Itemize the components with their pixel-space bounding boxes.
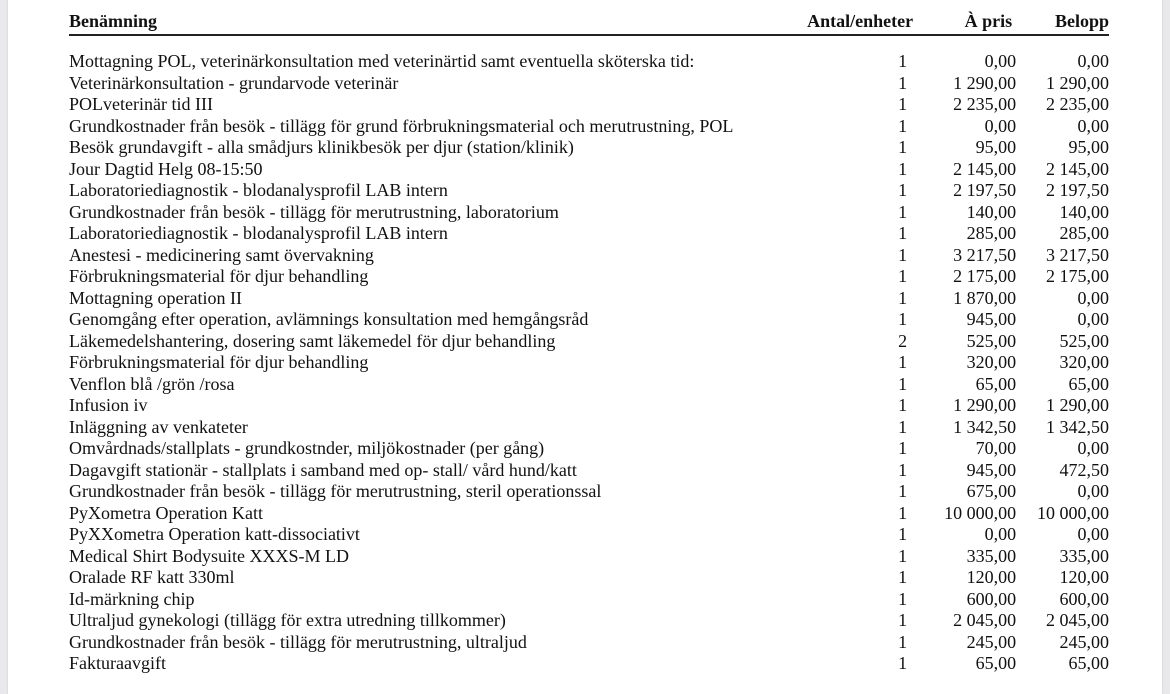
line-item-qty: 1	[898, 266, 908, 286]
table-row	[69, 116, 1109, 138]
line-item-price: 10 000,00	[944, 502, 1017, 523]
line-item-amount: 0,00	[1077, 51, 1109, 71]
line-item-qty: 1	[898, 653, 908, 673]
table-row	[69, 266, 1109, 288]
table-row	[69, 223, 1109, 245]
line-item-name: Grundkostnader från besök - tillägg för grund förbrukningsmaterial och merutrustning, POL	[69, 115, 734, 136]
line-item-qty: 1	[898, 51, 908, 71]
line-item-qty: 1	[898, 287, 908, 308]
line-item-amount: 0,00	[1077, 524, 1109, 544]
line-item-qty: 1	[898, 631, 908, 652]
line-item-amount: 320,00	[1059, 352, 1109, 372]
line-item-price: 0,00	[984, 51, 1017, 71]
table-row	[69, 159, 1109, 181]
line-item-price: 2 235,00	[953, 94, 1017, 114]
line-item-amount: 0,00	[1077, 287, 1109, 308]
line-item-amount: 1 342,50	[1046, 416, 1109, 437]
line-item-name: Venflon blå /grön /rosa	[69, 373, 235, 394]
line-item-qty: 1	[898, 524, 908, 544]
line-item-amount: 2 197,50	[1046, 180, 1109, 200]
line-item-name: Mottagning POL, veterinärkonsultation med veterinärtid samt eventuella sköterska tid:	[69, 51, 695, 71]
header-name: Benämning	[69, 8, 806, 35]
line-item-qty: 1	[898, 352, 908, 372]
table-row	[69, 460, 1109, 482]
line-item-name: Veterinärkonsultation - grundarvode veterinär	[69, 72, 399, 93]
table-row	[69, 352, 1109, 374]
line-item-price: 1 870,00	[953, 287, 1017, 308]
table-row	[69, 610, 1109, 632]
invoice-body	[69, 35, 1109, 675]
line-item-amount: 525,00	[1059, 330, 1109, 351]
line-item-amount: 0,00	[1077, 481, 1109, 501]
line-item-amount: 65,00	[1068, 653, 1109, 673]
line-item-price: 0,00	[984, 524, 1017, 544]
header-spacer	[69, 35, 1109, 51]
table-row	[69, 202, 1109, 224]
table-row	[69, 524, 1109, 546]
invoice-table	[69, 8, 1109, 675]
line-item-amount: 2 175,00	[1046, 266, 1109, 286]
invoice-header	[69, 8, 1109, 35]
line-item-price: 320,00	[966, 352, 1017, 372]
line-item-amount: 0,00	[1077, 115, 1109, 136]
line-item-price: 675,00	[966, 481, 1017, 501]
line-item-qty: 1	[898, 309, 908, 329]
line-item-name: Mottagning operation II	[69, 287, 242, 308]
line-item-qty: 1	[898, 180, 908, 200]
table-row	[69, 589, 1109, 611]
line-item-qty: 1	[898, 416, 908, 437]
line-item-amount: 1 290,00	[1046, 72, 1109, 93]
line-item-price: 245,00	[966, 631, 1017, 652]
line-item-price: 3 217,50	[953, 244, 1017, 265]
line-item-price: 70,00	[975, 438, 1017, 458]
line-item-price: 335,00	[966, 545, 1017, 566]
line-item-price: 1 290,00	[953, 72, 1017, 93]
line-item-amount: 2 045,00	[1046, 610, 1109, 630]
line-item-price: 945,00	[966, 309, 1017, 329]
line-item-price: 2 197,50	[953, 180, 1017, 200]
line-item-qty: 1	[898, 158, 908, 179]
line-item-amount: 285,00	[1059, 223, 1109, 243]
line-item-price: 2 045,00	[953, 610, 1017, 630]
table-row	[69, 567, 1109, 589]
header-amount: Belopp	[1018, 8, 1109, 35]
line-item-name: PyXXometra Operation katt-dissociativt	[69, 524, 360, 544]
table-row	[69, 632, 1109, 654]
line-item-amount: 95,00	[1068, 137, 1109, 157]
line-item-name: Medical Shirt Bodysuite XXXS-M LD	[69, 545, 349, 566]
line-item-name: Förbrukningsmaterial för djur behandling	[69, 352, 369, 372]
line-item-qty: 1	[898, 567, 908, 587]
line-item-qty: 1	[898, 72, 908, 93]
line-item-qty: 1	[898, 502, 908, 523]
table-row	[69, 438, 1109, 460]
line-item-price: 65,00	[975, 653, 1017, 673]
line-item-qty: 1	[898, 481, 908, 501]
line-item-name: Grundkostnader från besök - tillägg för merutrustning, steril operationssal	[69, 481, 602, 501]
line-item-price: 285,00	[966, 223, 1017, 243]
line-item-price: 65,00	[975, 373, 1017, 394]
table-row	[69, 288, 1109, 310]
line-item-qty: 1	[898, 94, 908, 114]
line-item-amount: 600,00	[1059, 588, 1109, 609]
line-item-amount: 245,00	[1059, 631, 1109, 652]
line-item-name: PyXometra Operation Katt	[69, 502, 263, 523]
line-item-qty: 1	[898, 223, 908, 243]
line-item-amount: 2 145,00	[1046, 158, 1109, 179]
line-item-qty: 1	[898, 438, 908, 458]
table-row	[69, 137, 1109, 159]
line-item-price: 1 342,50	[953, 416, 1017, 437]
line-item-qty: 1	[898, 459, 908, 480]
line-item-price: 140,00	[966, 201, 1017, 222]
line-item-amount: 10 000,00	[1037, 502, 1109, 523]
line-item-qty: 1	[898, 373, 908, 394]
table-row	[69, 546, 1109, 568]
line-item-name: Laboratoriediagnostik - blodanalysprofil LAB intern	[69, 180, 448, 200]
line-item-qty: 1	[898, 201, 908, 222]
line-item-name: Id-märkning chip	[69, 588, 195, 609]
line-item-name: Anestesi - medicinering samt övervakning	[69, 244, 374, 265]
line-item-amount: 65,00	[1068, 373, 1109, 394]
header-price: À pris	[917, 8, 1018, 35]
line-item-qty: 1	[898, 115, 908, 136]
table-row	[69, 503, 1109, 525]
line-item-qty: 1	[898, 244, 908, 265]
line-item-amount: 472,50	[1059, 459, 1109, 480]
line-item-qty: 1	[898, 610, 908, 630]
line-item-name: Grundkostnader från besök - tillägg för merutrustning, ultraljud	[69, 631, 527, 652]
line-item-qty: 1	[898, 545, 908, 566]
table-row	[69, 374, 1109, 396]
line-item-amount: 2 235,00	[1046, 94, 1109, 114]
table-row	[69, 395, 1109, 417]
line-item-price: 2 145,00	[953, 158, 1017, 179]
line-item-qty: 2	[898, 330, 908, 351]
table-row	[69, 245, 1109, 267]
line-item-name: Omvårdnads/stallplats - grundkostnder, miljökostnader (per gång)	[69, 438, 545, 458]
line-item-price: 525,00	[966, 330, 1017, 351]
header-qty: Antal/enheter	[806, 8, 917, 35]
table-row	[69, 180, 1109, 202]
line-item-amount: 140,00	[1059, 201, 1109, 222]
table-row	[69, 73, 1109, 95]
line-item-price: 1 290,00	[953, 395, 1017, 415]
line-item-amount: 0,00	[1077, 438, 1109, 458]
line-item-name: Förbrukningsmaterial för djur behandling	[69, 266, 369, 286]
line-item-price: 0,00	[984, 115, 1017, 136]
line-item-price: 2 175,00	[953, 266, 1017, 286]
line-item-qty: 1	[898, 137, 908, 157]
line-item-name: Oralade RF katt 330ml	[69, 567, 235, 587]
line-item-name: Läkemedelshantering, dosering samt läkemedel för djur behandling	[69, 330, 556, 351]
table-row	[69, 331, 1109, 353]
line-item-name: Genomgång efter operation, avlämnings konsultation med hemgångsråd	[69, 309, 589, 329]
table-row	[69, 417, 1109, 439]
line-item-name: Dagavgift stationär - stallplats i samband med op- stall/ vård hund/katt	[69, 459, 577, 480]
line-item-name: Inläggning av venkateter	[69, 416, 248, 437]
table-row	[69, 653, 1109, 675]
line-item-name: Infusion iv	[69, 395, 148, 415]
line-item-price: 95,00	[975, 137, 1017, 157]
line-item-name: Ultraljud gynekologi (tillägg för extra utredning tillkommer)	[69, 610, 506, 630]
invoice-page	[8, 0, 1162, 694]
header-row	[69, 8, 1109, 35]
table-row	[69, 51, 1109, 73]
line-item-name: Laboratoriediagnostik - blodanalysprofil LAB intern	[69, 223, 448, 243]
line-item-qty: 1	[898, 395, 908, 415]
line-item-amount: 3 217,50	[1046, 244, 1109, 265]
line-item-name: Jour Dagtid Helg 08-15:50	[69, 158, 263, 179]
line-item-price: 120,00	[966, 567, 1017, 587]
line-item-price: 600,00	[966, 588, 1017, 609]
table-row	[69, 309, 1109, 331]
line-item-amount: 335,00	[1059, 545, 1109, 566]
line-item-amount: 1 290,00	[1046, 395, 1109, 415]
line-item-qty: 1	[898, 588, 908, 609]
line-item-amount: 120,00	[1059, 567, 1109, 587]
line-item-amount: 0,00	[1077, 309, 1109, 329]
table-row	[69, 481, 1109, 503]
line-item-name: POLveterinär tid III	[69, 94, 213, 114]
line-item-name: Fakturaavgift	[69, 653, 166, 673]
table-row	[69, 94, 1109, 116]
line-item-name: Grundkostnader från besök - tillägg för merutrustning, laboratorium	[69, 201, 559, 222]
line-item-price: 945,00	[966, 459, 1017, 480]
line-item-name: Besök grundavgift - alla smådjurs klinikbesök per djur (station/klinik)	[69, 137, 574, 157]
